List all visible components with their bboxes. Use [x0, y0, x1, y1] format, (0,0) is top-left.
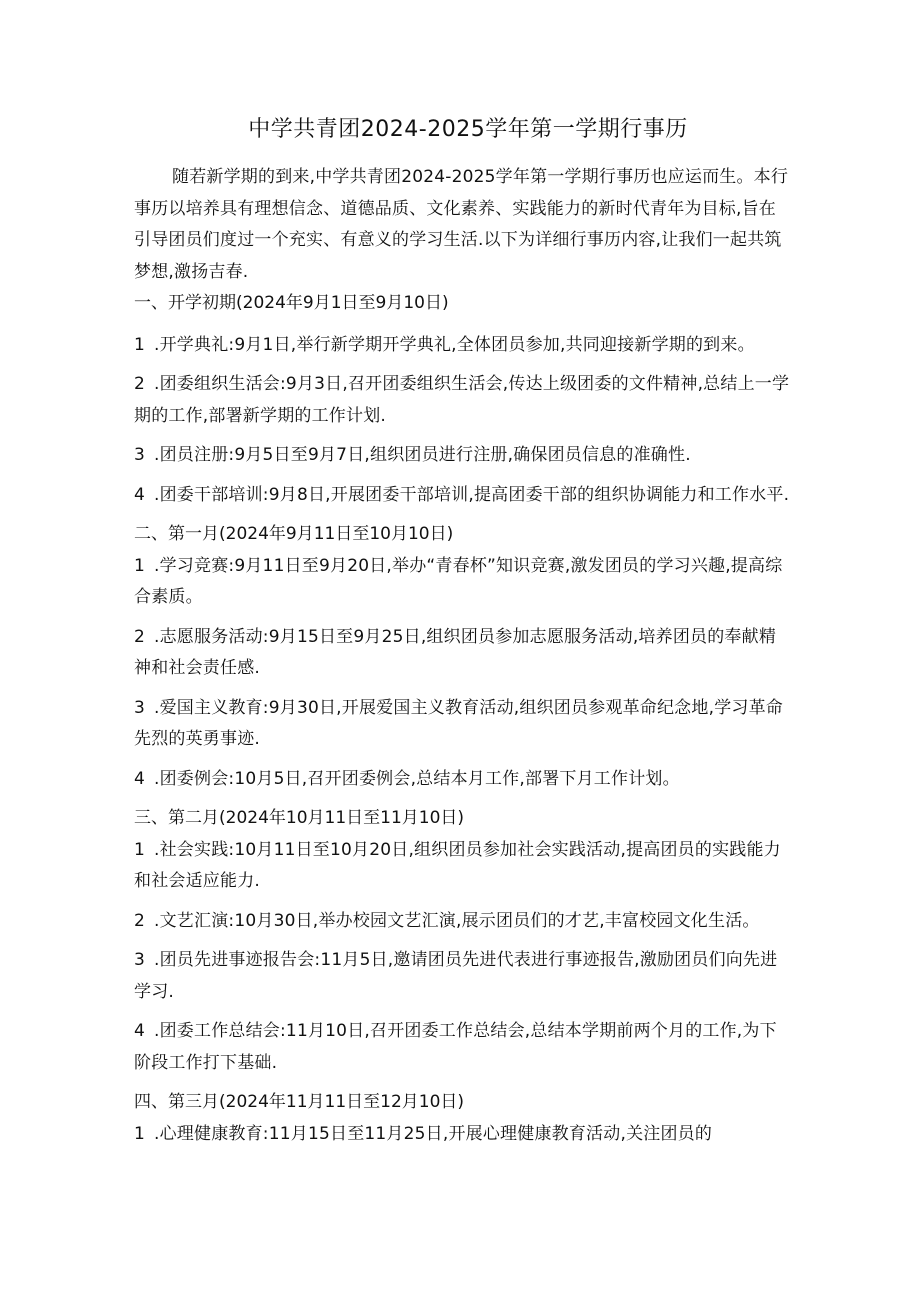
- item-number: 4: [134, 1021, 146, 1041]
- item-number: 4: [134, 484, 146, 505]
- list-item: [134, 330, 792, 362]
- item-number: 2: [134, 374, 146, 394]
- item-text: .团委干部培训:9月8日,开展团委干部培训,提高团委干部的组织协调能力和工作水平.: [154, 484, 790, 505]
- section-heading: 三、第二月(2024年10月11日至11月10日): [134, 808, 465, 828]
- section-heading: 一、开学初期(2024年9月1日至9月10日): [134, 293, 449, 313]
- document-title: 中学共青团2024-2025学年第一学期行事历: [248, 117, 688, 142]
- item-number: 2: [134, 910, 146, 931]
- list-item: [134, 551, 792, 614]
- item-number: 4: [134, 768, 146, 789]
- section-heading: 二、第一月(2024年9月11日至10月10日): [134, 524, 454, 544]
- item-text: .团员先进事迹报告会:11月5日,邀请团员先进代表进行事迹报告,激励团员们向先进学习.: [134, 950, 778, 1002]
- item-text: .社会实践:10月11日至10月20日,组织团员参加社会实践活动,提高团员的实践能力和社会适应能力.: [134, 839, 781, 891]
- section-spacer: [134, 320, 792, 330]
- list-item: [134, 693, 792, 756]
- item-number: 3: [134, 697, 146, 718]
- section-heading: 四、第三月(2024年11月11日至12月10日): [134, 1092, 465, 1112]
- list-item: [134, 1119, 792, 1151]
- item-number: 3: [134, 445, 146, 465]
- item-text: .学习竞赛:9月11日至9月20日,举办“青春杯”知识竞赛,激发团员的学习兴趣,提高综合素质。: [134, 555, 783, 607]
- item-number: 1: [134, 334, 146, 355]
- list-item: [134, 480, 792, 512]
- item-text: .团委工作总结会:11月10日,召开团委工作总结会,总结本学期前两个月的工作,为下阶段工作打下基础.: [134, 1021, 777, 1073]
- list-item: [134, 622, 792, 685]
- item-text: .开学典礼:9月1日,举行新学期开学典礼,全体团员参加,共同迎接新学期的到来。: [154, 334, 755, 355]
- item-text: .心理健康教育:11月15日至11月25日,开展心理健康教育活动,关注团员的: [154, 1123, 713, 1144]
- list-item: [134, 1016, 792, 1079]
- intro-paragraph: 随若新学期的到来,中学共青团2024-2025学年第一学期行事历也应运而生。本行事历以培养具有理想信念、道德品质、文化素养、实践能力的新时代青年为目标,旨在引导团员们度过一个充实、有意义的学习生活.以下为详细行事历内容,让我们一起共筑梦想,激扬吉春.: [134, 167, 789, 282]
- list-item: [134, 835, 792, 898]
- list-item: [134, 906, 792, 938]
- item-number: 2: [134, 626, 146, 647]
- list-item: [134, 369, 792, 432]
- item-text: .团员注册:9月5日至9月7日,组织团员进行注册,确保团员信息的准确性.: [154, 445, 691, 465]
- item-number: 1: [134, 839, 146, 860]
- item-text: .团委例会:10月5日,召开团委例会,总结本月工作,部署下月工作计划。: [154, 768, 680, 789]
- list-item: [134, 440, 792, 472]
- item-number: 1: [134, 555, 146, 576]
- list-item: [134, 945, 792, 1008]
- item-number: 1: [134, 1123, 146, 1144]
- item-text: .志愿服务活动:9月15日至9月25日,组织团员参加志愿服务活动,培养团员的奉献精神和社会责任感.: [134, 626, 777, 678]
- item-text: .爱国主义教育:9月30日,开展爱国主义教育活动,组织团员参观革命纪念地,学习革命先烈的英勇事迹.: [134, 697, 783, 749]
- item-number: 3: [134, 950, 146, 970]
- list-item: [134, 764, 792, 796]
- item-text: .团委组织生活会:9月3日,召开团委组织生活会,传达上级团委的文件精神,总结上一学期的工作,部署新学期的工作计划.: [134, 374, 790, 426]
- item-text: .文艺汇演:10月30日,举办校园文艺汇演,展示团员们的才艺,丰富校园文化生活。: [154, 910, 760, 931]
